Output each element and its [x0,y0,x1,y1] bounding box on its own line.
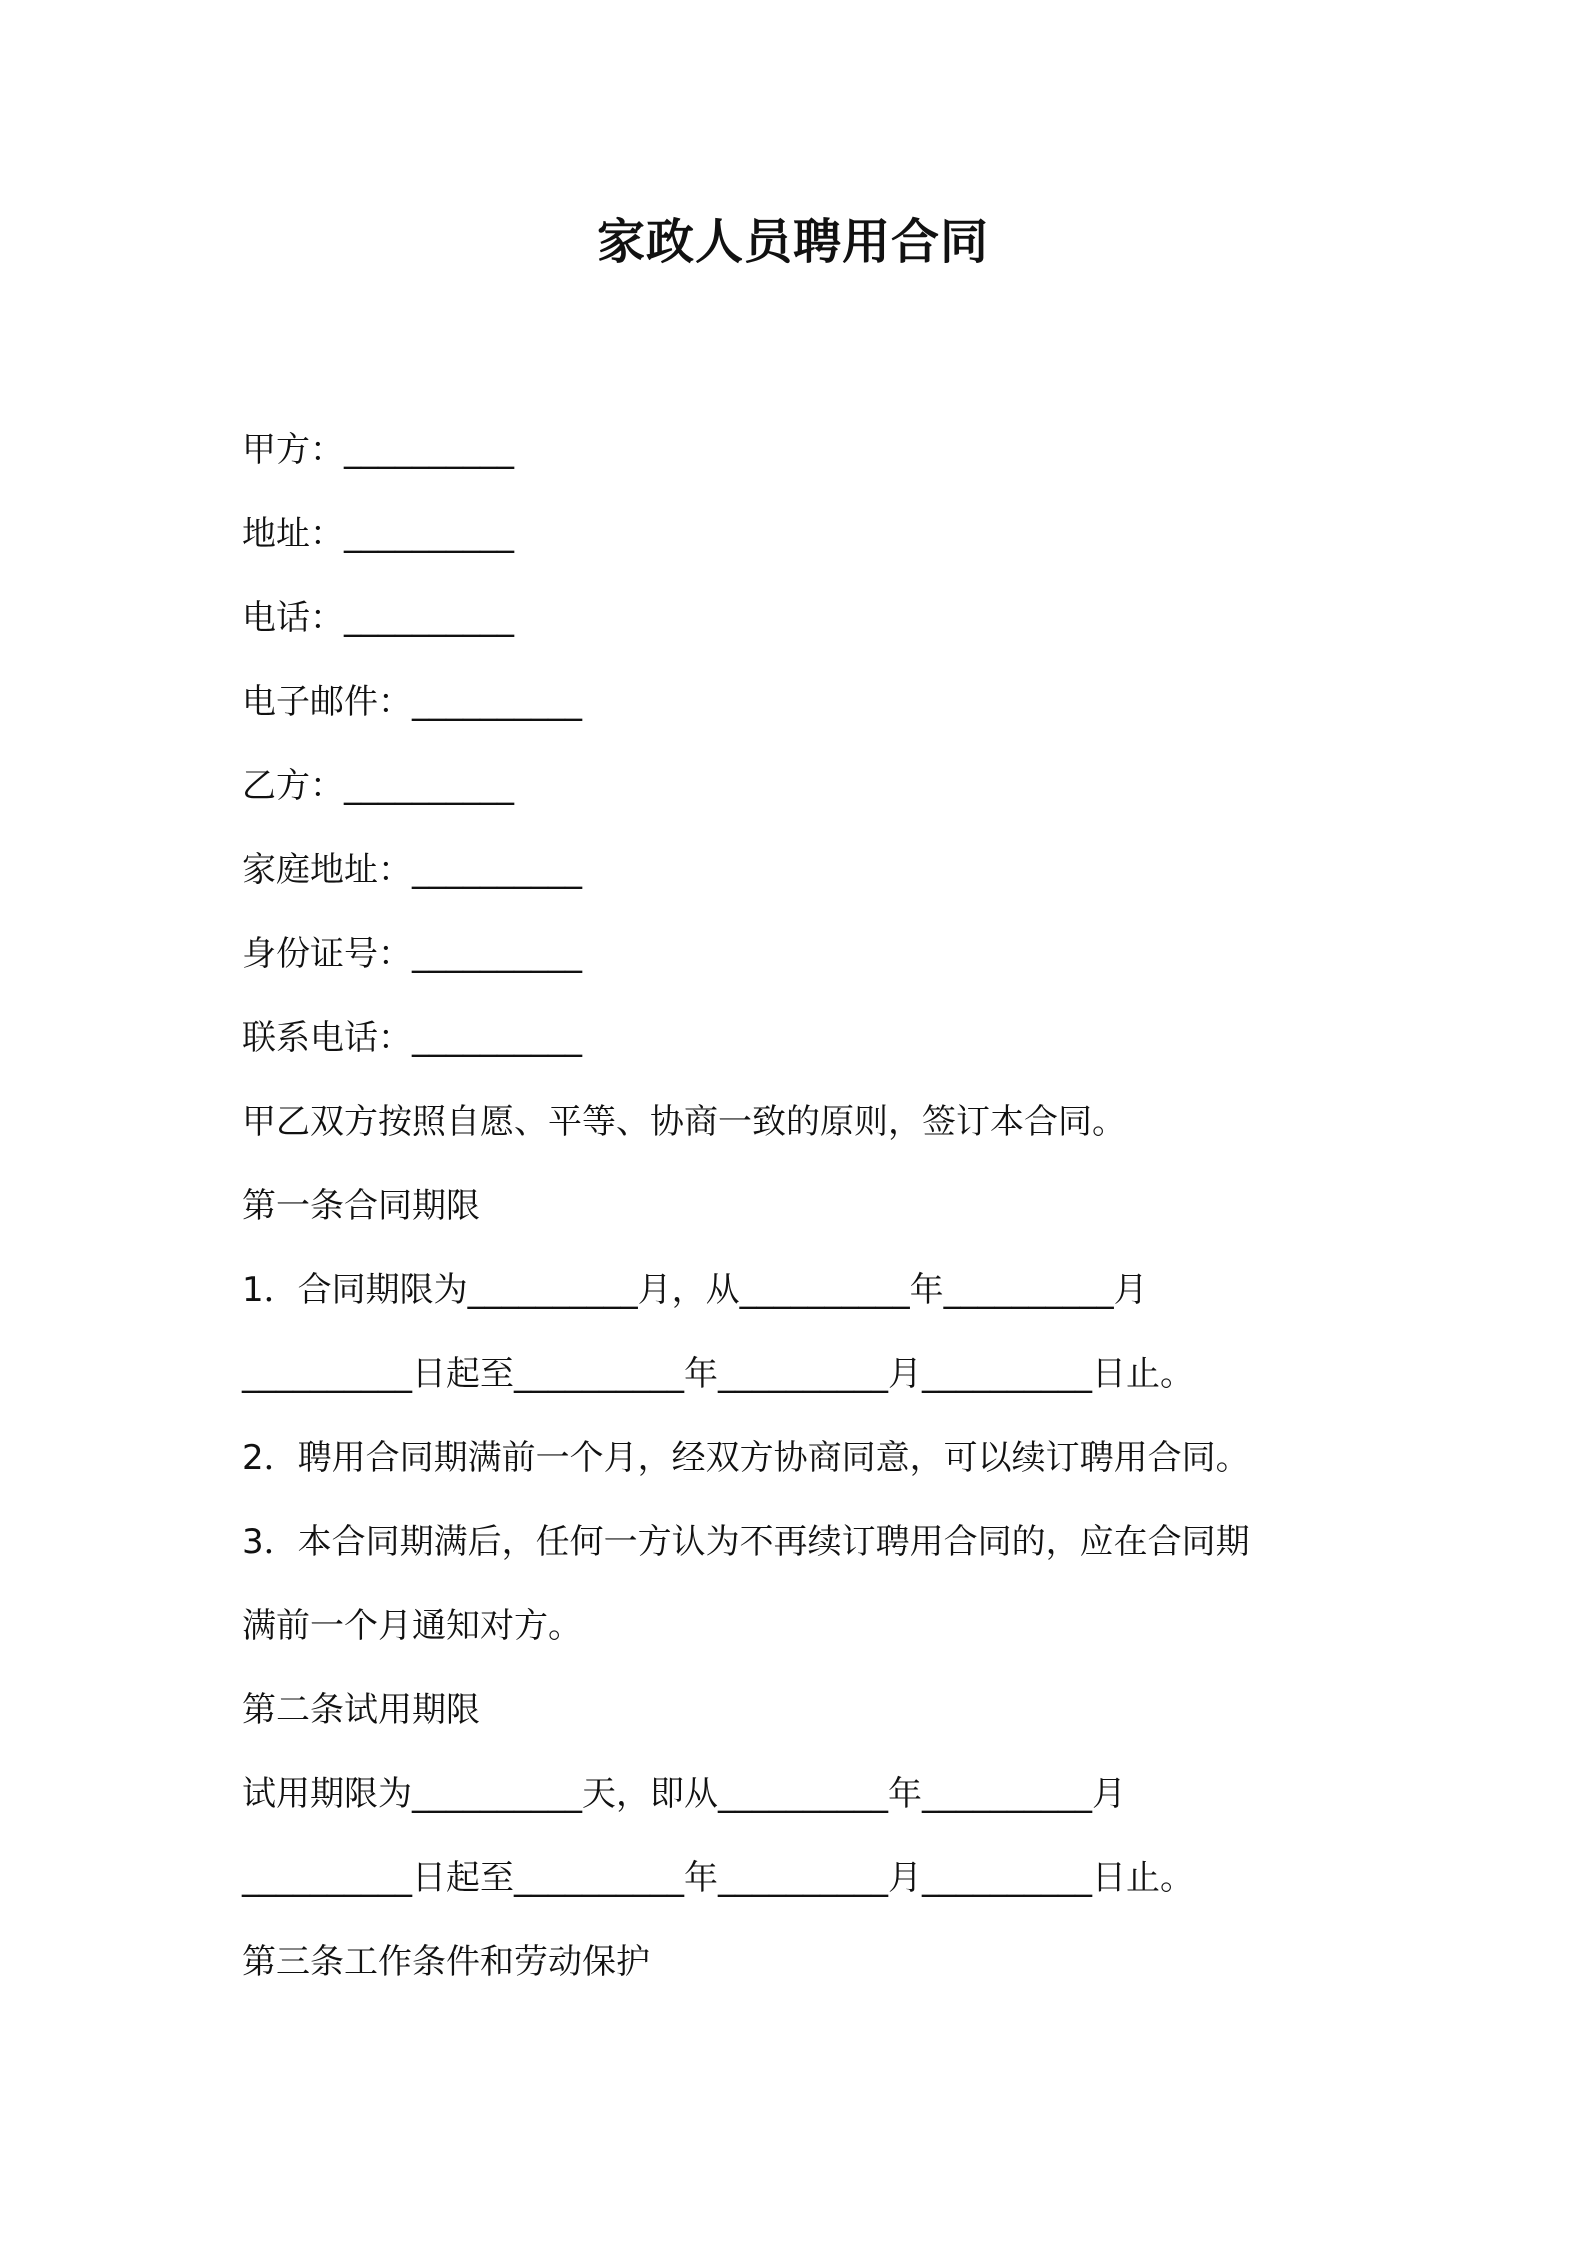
article-1-clause-3-line-1: 3．本合同期满后，任何一方认为不再续订聘用合同的，应在合同期 [242,1522,1250,1562]
article-1-clause-3-line-2: 满前一个月通知对方。 [242,1606,582,1646]
party-a-phone-line: 电话：__________ [242,598,514,638]
agreement-principle-paragraph: 甲乙双方按照自愿、平等、协商一致的原则，签订本合同。 [242,1102,1126,1142]
document-body [242,408,1362,2004]
party-b-line: 乙方：__________ [242,766,514,806]
article-1-clause-2: 2．聘用合同期满前一个月，经双方协商同意，可以续订聘用合同。 [242,1438,1250,1478]
article-1-clause-1-line-1: 1．合同期限为__________月，从__________年__________月 [242,1270,1148,1310]
party-b-contact-phone-line: 联系电话：__________ [242,1018,582,1058]
article-2-clause-line-2: __________日起至__________年__________月__________日止。 [242,1858,1194,1898]
article-2-heading: 第二条试用期限 [242,1690,480,1730]
article-1-clause-1-line-2: __________日起至__________年__________月__________日止。 [242,1354,1194,1394]
article-3-heading: 第三条工作条件和劳动保护 [242,1942,650,1982]
party-b-home-address-line: 家庭地址：__________ [242,850,582,890]
party-a-email-line: 电子邮件：__________ [242,682,582,722]
document-title: 家政人员聘用合同 [596,214,989,270]
article-2-clause-line-1: 试用期限为__________天，即从__________年__________月 [242,1774,1126,1814]
party-a-line: 甲方：__________ [242,430,514,470]
article-1-heading: 第一条合同期限 [242,1186,480,1226]
party-a-address-line: 地址：__________ [242,514,514,554]
party-b-id-number-line: 身份证号：__________ [242,934,582,974]
